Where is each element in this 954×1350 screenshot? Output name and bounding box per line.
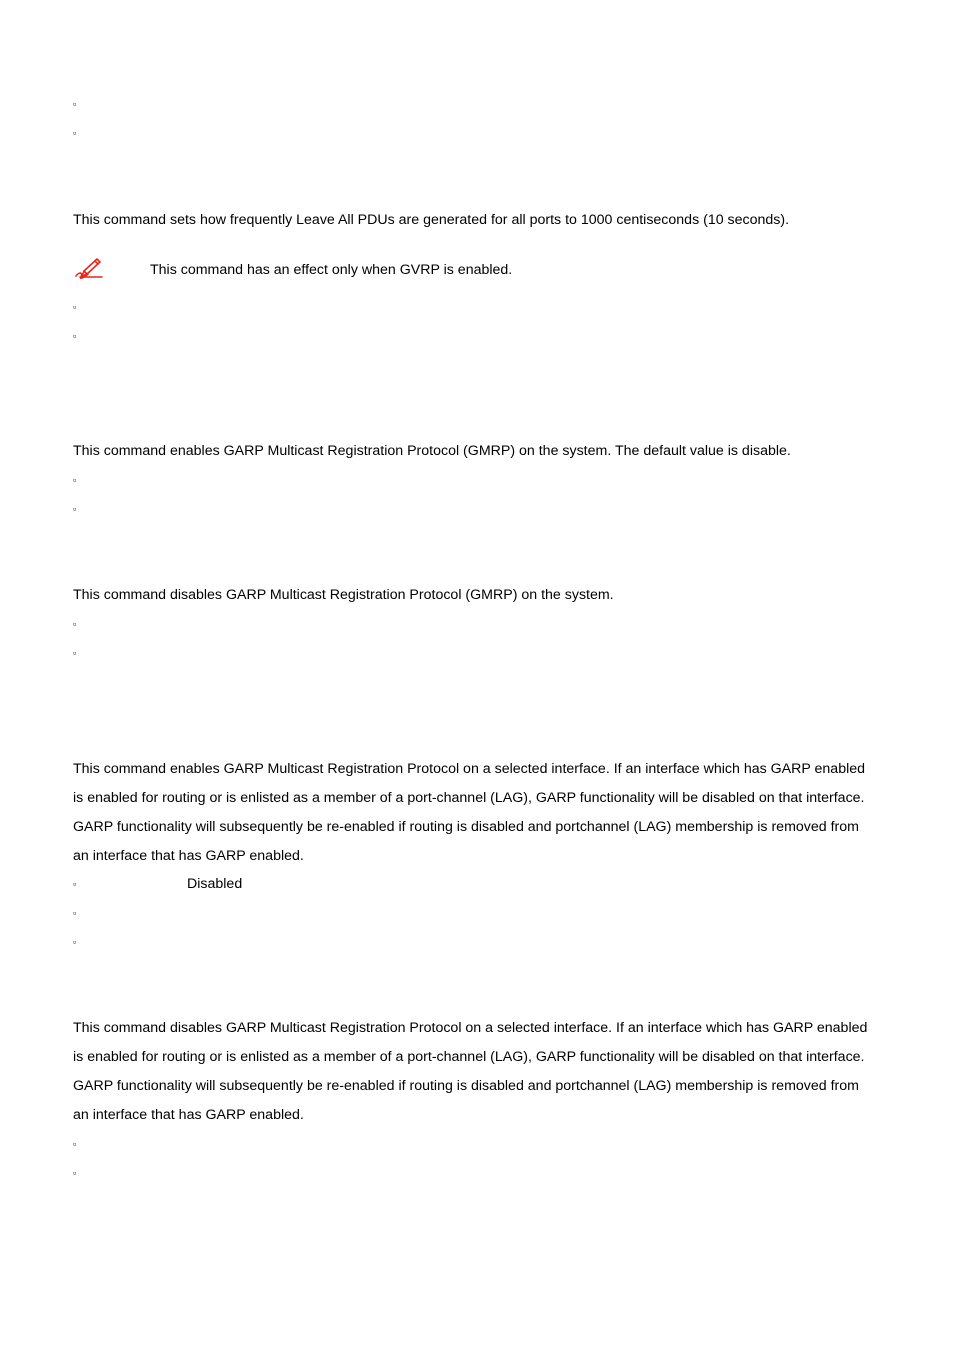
bullet-marker: ▫ xyxy=(73,302,77,312)
bullet-marker: ▫ xyxy=(73,1168,77,1178)
gvrp-note-text: This command has an effect only when GVRP is enabled. xyxy=(150,262,513,278)
bullet-marker: ▫ xyxy=(73,99,77,109)
bullet-marker: ▫ xyxy=(73,619,77,629)
pencil-note-icon xyxy=(74,256,104,280)
gmrp-disable-description: This command disables GARP Multicast Registration Protocol (GMRP) on the system. xyxy=(73,587,614,603)
gmrp-interface-disable-description xyxy=(73,1014,903,1130)
default-value: Disabled xyxy=(187,876,243,892)
bullet-marker: ▫ xyxy=(73,128,77,138)
bullet-marker: ▫ xyxy=(73,475,77,485)
bullet-marker: ▫ xyxy=(73,331,77,341)
bullet-marker: ▫ xyxy=(73,648,77,658)
description-line: an interface that has GARP enabled. xyxy=(73,1107,304,1123)
description-line: GARP functionality will subsequently be re-enabled if routing is disabled and portchannel (LAG) membership is removed from xyxy=(73,1078,859,1094)
description-line: is enabled for routing or is enlisted as a member of a port-channel (LAG), GARP functionality will be disabled on that interface. xyxy=(73,790,865,806)
bullet-marker: ▫ xyxy=(73,908,77,918)
description-line: GARP functionality will subsequently be re-enabled if routing is disabled and portchannel (LAG) membership is removed from xyxy=(73,819,859,835)
bullet-marker: ▫ xyxy=(73,879,77,889)
description-line: an interface that has GARP enabled. xyxy=(73,848,304,864)
description-line: This command disables GARP Multicast Registration Protocol on a selected interface. If an interface which has GARP enabled xyxy=(73,1020,868,1036)
gmrp-interface-enable-description xyxy=(73,755,903,871)
gmrp-enable-description: This command enables GARP Multicast Registration Protocol (GMRP) on the system. The default value is disable. xyxy=(73,443,791,459)
leave-all-description: This command sets how frequently Leave All PDUs are generated for all ports to 1000 centiseconds (10 seconds). xyxy=(73,212,790,228)
bullet-marker: ▫ xyxy=(73,937,77,947)
bullet-marker: ▫ xyxy=(73,504,77,514)
bullet-marker: ▫ xyxy=(73,1139,77,1149)
description-line: is enabled for routing or is enlisted as a member of a port-channel (LAG), GARP functionality will be disabled on that interface. xyxy=(73,1049,865,1065)
description-line: This command enables GARP Multicast Registration Protocol on a selected interface. If an interface which has GARP enabled xyxy=(73,761,866,777)
